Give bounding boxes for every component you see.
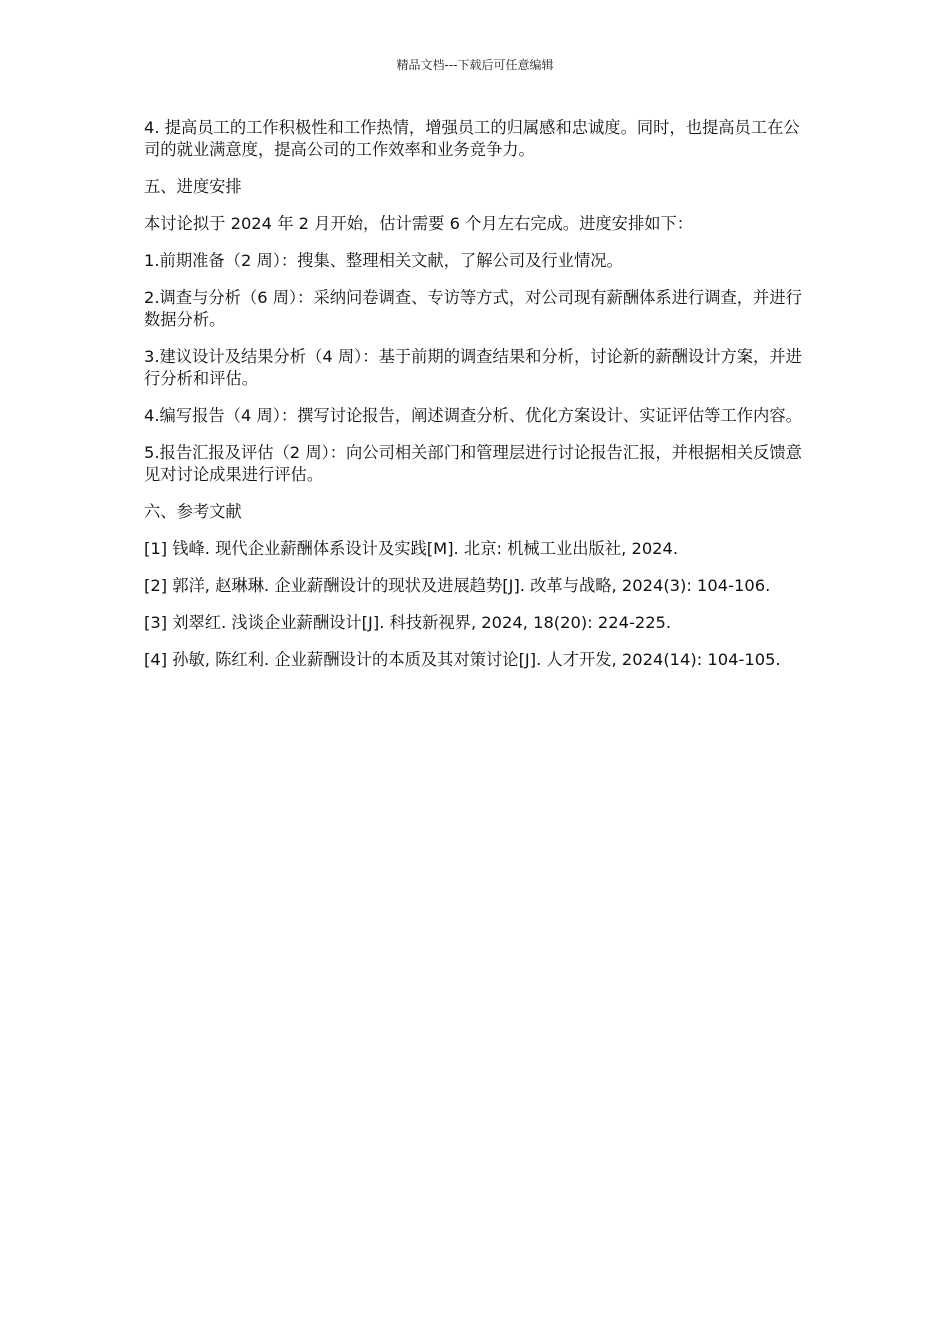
intro-paragraph: 4. 提高员工的工作积极性和工作热情，增强员工的归属感和忠诚度。同时，也提高员工在公司的就业满意度，提高公司的工作效率和业务竞争力。 (144, 118, 800, 159)
reference-item: [2] 郭洋, 赵琳琳. 企业薪酬设计的现状及进展趋势[J]. 改革与战略, 2024(3): 104-106. (144, 576, 771, 595)
schedule-item: 2.调查与分析（6 周）：采纳问卷调查、专访等方式，对公司现有薪酬体系进行调查，并进行数据分析。 (144, 288, 802, 329)
schedule-heading: 五、进度安排 (144, 177, 242, 196)
reference-item: [4] 孙敏, 陈红利. 企业薪酬设计的本质及其对策讨论[J]. 人才开发, 2024(14): 104-105. (144, 650, 781, 669)
schedule-intro: 本讨论拟于 2024 年 2 月开始，估计需要 6 个月左右完成。进度安排如下： (144, 214, 694, 233)
page-header: 精品文档---下载后可任意编辑 (396, 58, 554, 72)
schedule-item: 3.建议设计及结果分析（4 周）：基于前期的调查结果和分析，讨论新的薪酬设计方案，并进行分析和评估。 (144, 347, 802, 388)
schedule-item: 1.前期准备（2 周）：搜集、整理相关文献，了解公司及行业情况。 (144, 251, 623, 270)
reference-item: [3] 刘翠红. 浅谈企业薪酬设计[J]. 科技新视界, 2024, 18(20): 224-225. (144, 613, 672, 632)
document-body (144, 117, 808, 686)
schedule-item: 5.报告汇报及评估（2 周）：向公司相关部门和管理层进行讨论报告汇报，并根据相关反馈意见对讨论成果进行评估。 (144, 443, 802, 484)
references-heading: 六、参考文献 (144, 502, 242, 521)
schedule-item: 4.编写报告（4 周）：撰写讨论报告，阐述调查分析、优化方案设计、实证评估等工作内容。 (144, 406, 802, 425)
reference-item: [1] 钱峰. 现代企业薪酬体系设计及实践[M]. 北京: 机械工业出版社, 2024. (144, 539, 679, 558)
